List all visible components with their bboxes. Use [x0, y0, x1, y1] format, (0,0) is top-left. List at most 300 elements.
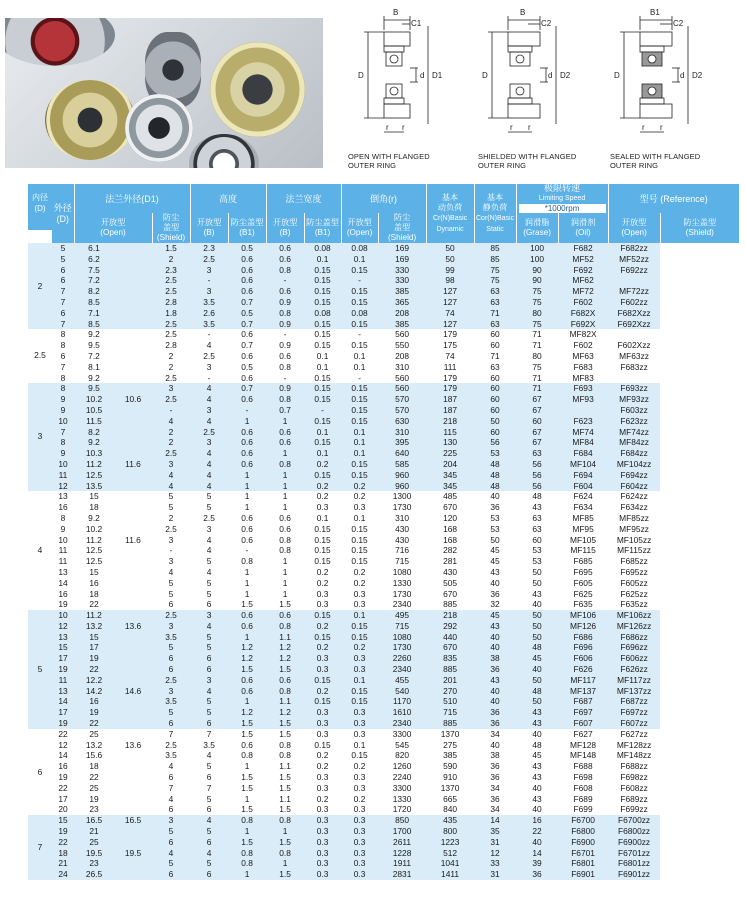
inner-diameter-header: 内径 (D)	[28, 184, 52, 230]
speed-grease-cell: 48	[516, 642, 558, 653]
flange-od-open-alt-cell	[114, 437, 152, 448]
model-open-cell	[608, 275, 660, 286]
table-row	[52, 567, 740, 578]
speed-grease-cell: 43	[516, 502, 558, 513]
flange-od-shield-cell: 4	[152, 416, 190, 427]
chamfer-shield-cell: 2831	[378, 869, 426, 880]
flange-od-shield-cell: 6	[152, 837, 190, 848]
model-open-cell: F623zz	[608, 416, 660, 427]
flange-od-shield-cell: 4	[152, 761, 190, 772]
flange-od-open-alt-cell	[114, 556, 152, 567]
flange-od-open-cell: 19.5	[74, 848, 114, 859]
static-load-cell: 32	[474, 599, 516, 610]
chamfer-open-cell: -	[341, 329, 378, 340]
height-open-cell: 6	[190, 772, 228, 783]
model-open-cell: F695zz	[608, 567, 660, 578]
chamfer-shield-cell: 169	[378, 254, 426, 265]
chamfer-open-cell: 0.3	[341, 718, 378, 729]
static-load-cell: 48	[474, 481, 516, 492]
width-open-cell: 1.2	[266, 707, 304, 718]
width-open-cell: 0.6	[266, 254, 304, 265]
flange-od-open-cell: 10.2	[74, 394, 114, 405]
width-shield-cell: 0.15	[304, 286, 341, 297]
height-shield-cell: 0.6	[228, 524, 266, 535]
speed-oil-cell: F697	[558, 707, 608, 718]
chamfer-open-cell: 0.1	[341, 513, 378, 524]
flange-od-open-cell: 9.2	[74, 437, 114, 448]
speed-grease-cell: 60	[516, 535, 558, 546]
flange-od-shield-cell: 4	[152, 794, 190, 805]
width-shield-cell: 0.15	[304, 610, 341, 621]
outer-diameter-cell: 8	[52, 437, 74, 448]
flange-od-open-alt-cell	[114, 783, 152, 794]
oil-label: 润滑剂 (Oil)	[570, 218, 596, 237]
model-open-cell: F682zz	[608, 243, 660, 254]
height-shield-cell: 1	[228, 826, 266, 837]
static-load-cell: 75	[474, 275, 516, 286]
dynamic-load-cell: 187	[426, 405, 474, 416]
model-open-cell: MF148zz	[608, 750, 660, 761]
speed-oil-cell: F634	[558, 502, 608, 513]
flange-od-shield-cell: 2.5	[152, 275, 190, 286]
flange-od-shield-cell: 3	[152, 686, 190, 697]
height-open-cell: 3	[190, 610, 228, 621]
static-load-cell: 75	[474, 265, 516, 276]
flange-od-open-cell: 25	[74, 837, 114, 848]
static-load-cell: 60	[474, 427, 516, 438]
speed-grease-cell: 100	[516, 254, 558, 265]
model-open-cell: F624zz	[608, 491, 660, 502]
dynamic-load-cell: 800	[426, 826, 474, 837]
static-load-cell: 40	[474, 632, 516, 643]
model-open-cell: MF85zz	[608, 513, 660, 524]
dynamic-load-cell: 885	[426, 599, 474, 610]
chamfer-shield-cell: 330	[378, 265, 426, 276]
chamfer-shield-cell: 540	[378, 686, 426, 697]
static-load-cell: 63	[474, 297, 516, 308]
height-open-cell: 6	[190, 837, 228, 848]
static-load-cell: 43	[474, 567, 516, 578]
width-shield-cell: 0.15	[304, 437, 341, 448]
width-shield-cell: 0.15	[304, 740, 341, 751]
width-open-cell: 0.8	[266, 621, 304, 632]
flange-od-shield-cell: 2	[152, 362, 190, 373]
dynamic-load-cell: 127	[426, 319, 474, 330]
width-shield-cell: 0.3	[304, 718, 341, 729]
width-shield-header: 防尘盖型 (B1)	[304, 213, 341, 243]
flange-od-shield-cell: 6	[152, 653, 190, 664]
height-open-cell: 6	[190, 869, 228, 880]
table-row	[52, 405, 740, 416]
speed-oil-cell: MF105	[558, 535, 608, 546]
chamfer-shield-header: 防尘 盖型 (Shield)	[378, 213, 426, 243]
table-row	[52, 416, 740, 427]
outer-diameter-cell: 7	[52, 297, 74, 308]
flange-od-open-alt-cell	[114, 858, 152, 869]
chamfer-open-cell: 0.15	[341, 459, 378, 470]
table-row	[52, 621, 740, 632]
width-open-cell: -	[266, 275, 304, 286]
width-open-cell: 1.1	[266, 794, 304, 805]
width-open-cell: 0.7	[266, 405, 304, 416]
chamfer-shield-cell: 455	[378, 675, 426, 686]
width-shield-cell: 0.1	[304, 513, 341, 524]
height-shield-header: 防尘盖型 (B1)	[228, 213, 266, 243]
chamfer-open-cell: 0.3	[341, 707, 378, 718]
flange-od-open-cell: 19	[74, 653, 114, 664]
diagram-shielded	[478, 6, 608, 176]
chamfer-shield-cell: 1700	[378, 826, 426, 837]
speed-grease-cell: 50	[516, 621, 558, 632]
model-open-cell: F6800zz	[608, 826, 660, 837]
speed-grease-cell: 40	[516, 783, 558, 794]
flange-od-open-alt-cell	[114, 243, 152, 254]
dynamic-load-cell: 1041	[426, 858, 474, 869]
flange-od-open-cell: 25	[74, 783, 114, 794]
flange-od-shield-cell: 3.5	[152, 696, 190, 707]
model-open-cell: MF117zz	[608, 675, 660, 686]
speed-oil-cell: MF74	[558, 427, 608, 438]
outer-diameter-cell: 20	[52, 804, 74, 815]
flange-od-open-cell: 23	[74, 858, 114, 869]
chamfer-open-cell: 0.15	[341, 394, 378, 405]
flange-od-open-cell: 18	[74, 761, 114, 772]
speed-oil-cell: F693	[558, 383, 608, 394]
dynamic-load-cell: 98	[426, 275, 474, 286]
flange-od-shield-cell: 2.8	[152, 340, 190, 351]
speed-oil-cell: MF62	[558, 275, 608, 286]
flange-od-open-alt-cell: 19.5	[114, 848, 152, 859]
dynamic-load-cell: 885	[426, 664, 474, 675]
table-row	[52, 545, 740, 556]
width-open-cell: 0.8	[266, 459, 304, 470]
dim-label: D	[358, 71, 364, 80]
speed-grease-cell: 63	[516, 513, 558, 524]
static-load-cell: 43	[474, 621, 516, 632]
table-row	[52, 815, 740, 826]
height-shield-cell: 0.6	[228, 394, 266, 405]
speed-oil-cell: F627	[558, 729, 608, 740]
outer-diameter-cell: 7	[52, 286, 74, 297]
width-open-cell: 0.8	[266, 750, 304, 761]
dynamic-load-cell: 127	[426, 286, 474, 297]
static-load-cell: 40	[474, 578, 516, 589]
flange-od-open-alt-cell	[114, 254, 152, 265]
flange-od-open-cell: 15	[74, 632, 114, 643]
height-shield-cell: 0.6	[228, 437, 266, 448]
dynamic-load-cell: 835	[426, 653, 474, 664]
height-open-cell: 5	[190, 696, 228, 707]
table-row	[52, 513, 740, 524]
width-shield-cell: 0.2	[304, 794, 341, 805]
width-open-cell: 1	[266, 556, 304, 567]
dynamic-load-cell: 74	[426, 308, 474, 319]
outer-diameter-cell: 16	[52, 589, 74, 600]
static-load-cell: 31	[474, 837, 516, 848]
table-row	[52, 286, 740, 297]
speed-grease-cell: 45	[516, 653, 558, 664]
diagram-caption: OPEN WITH FLANGED OUTER RING	[348, 152, 430, 170]
height-open-cell: 7	[190, 729, 228, 740]
width-shield-cell: 0.3	[304, 826, 341, 837]
height-shield-cell: 1	[228, 869, 266, 880]
speed-oil-cell: F692X	[558, 319, 608, 330]
chamfer-shield-cell: 1300	[378, 491, 426, 502]
speed-oil-cell: MF148	[558, 750, 608, 761]
flange-od-open-alt-cell: 11.6	[114, 459, 152, 470]
width-open-cell: 0.8	[266, 394, 304, 405]
speed-oil-cell: MF106	[558, 610, 608, 621]
static-load-cell: 34	[474, 729, 516, 740]
height-shield-cell: 0.8	[228, 858, 266, 869]
speed-oil-cell: F692	[558, 265, 608, 276]
speed-oil-cell: F623	[558, 416, 608, 427]
speed-grease-cell: 75	[516, 362, 558, 373]
chamfer-shield-cell: 715	[378, 556, 426, 567]
height-shield-cell: 0.6	[228, 427, 266, 438]
table-row	[52, 470, 740, 481]
speed-oil-cell: F699	[558, 804, 608, 815]
flange-od-open-cell: 6.1	[74, 243, 114, 254]
speed-grease-cell: 45	[516, 750, 558, 761]
flange-od-shield-cell: 4	[152, 481, 190, 492]
height-shield-cell: 0.5	[228, 308, 266, 319]
speed-oil-cell: MF115	[558, 545, 608, 556]
width-shield-cell: 0.15	[304, 297, 341, 308]
outer-diameter-cell: 9	[52, 448, 74, 459]
width-shield-cell: 0.15	[304, 545, 341, 556]
width-open-cell: 1.5	[266, 783, 304, 794]
chamfer-shield-cell: 1730	[378, 502, 426, 513]
model-open-cell: MF105zz	[608, 535, 660, 546]
height-shield-cell: 1.2	[228, 707, 266, 718]
outer-diameter-cell: 15	[52, 815, 74, 826]
table-row	[52, 373, 740, 384]
chamfer-open-cell: 0.3	[341, 502, 378, 513]
dynamic-load-cell: 345	[426, 470, 474, 481]
chamfer-open-cell: 0.15	[341, 535, 378, 546]
chamfer-open-cell: 0.1	[341, 254, 378, 265]
flange-od-open-alt-cell	[114, 804, 152, 815]
static-load-cell: 40	[474, 740, 516, 751]
table-row	[52, 448, 740, 459]
flange-od-shield-cell: 3	[152, 556, 190, 567]
dim-label: C1	[411, 19, 422, 28]
outer-diameter-cell: 9	[52, 405, 74, 416]
product-photo	[5, 18, 323, 168]
width-shield-cell: 0.15	[304, 394, 341, 405]
width-open-cell: 1.1	[266, 632, 304, 643]
speed-grease-cell: 48	[516, 686, 558, 697]
width-shield-cell: 0.15	[304, 329, 341, 340]
table-row	[52, 599, 740, 610]
flange-od-open-alt-cell: 16.5	[114, 815, 152, 826]
speed-oil-cell: MF137	[558, 686, 608, 697]
chamfer-open-cell: 0.1	[341, 362, 378, 373]
speed-oil-cell: F695	[558, 567, 608, 578]
speed-oil-cell: F6801	[558, 858, 608, 869]
model-open-cell: F692Xzz	[608, 319, 660, 330]
flange-od-open-cell: 15	[74, 567, 114, 578]
width-open-cell: 1.5	[266, 718, 304, 729]
dynamic-load-cell: 430	[426, 567, 474, 578]
width-shield-cell: 0.3	[304, 729, 341, 740]
speed-grease-cell: 67	[516, 427, 558, 438]
width-open-cell: 0.6	[266, 286, 304, 297]
dynamic-load-title: 基本 动负荷	[437, 192, 463, 212]
speed-grease-cell: 71	[516, 383, 558, 394]
outer-diameter-cell: 7	[52, 362, 74, 373]
dynamic-load-cell: 218	[426, 416, 474, 427]
flange-od-open-alt-cell	[114, 869, 152, 880]
width-shield-cell: 0.3	[304, 869, 341, 880]
speed-grease-cell: 100	[516, 243, 558, 254]
chamfer-shield-cell: 365	[378, 297, 426, 308]
height-open-cell: 5	[190, 761, 228, 772]
width-open-cell: 0.6	[266, 243, 304, 254]
speed-oil-cell: F6800	[558, 826, 608, 837]
width-open-cell: 0.8	[266, 740, 304, 751]
chamfer-shield-cell: 2340	[378, 718, 426, 729]
chamfer-shield-cell: 395	[378, 437, 426, 448]
speed-grease-cell: 75	[516, 297, 558, 308]
static-load-cell: 36	[474, 794, 516, 805]
outer-diameter-cell: 8	[52, 373, 74, 384]
flange-od-open-cell: 9.2	[74, 513, 114, 524]
chamfer-shield-cell: 715	[378, 621, 426, 632]
height-open-cell: 2.5	[190, 254, 228, 265]
flange-od-shield-cell: 2.5	[152, 286, 190, 297]
height-shield-cell: 0.6	[228, 329, 266, 340]
speed-grease-cell: 36	[516, 869, 558, 880]
static-load-cell: 45	[474, 545, 516, 556]
flange-od-shield-cell: 2.5	[152, 319, 190, 330]
chamfer-open-cell: 0.3	[341, 837, 378, 848]
width-open-cell: 1.2	[266, 642, 304, 653]
outer-diameter-cell: 6	[52, 351, 74, 362]
width-shield-cell: 0.08	[304, 308, 341, 319]
model-open-header: 开放型 (Open)	[608, 213, 660, 243]
model-open-cell: MF93zz	[608, 394, 660, 405]
flange-od-open-cell: 9.2	[74, 329, 114, 340]
width-shield-cell: 0.3	[304, 772, 341, 783]
flange-od-shield-cell: 6	[152, 664, 190, 675]
model-open-cell	[608, 373, 660, 384]
height-open-cell: 5	[190, 491, 228, 502]
height-open-cell: 4	[190, 750, 228, 761]
speed-oil-cell: F6700	[558, 815, 608, 826]
height-open-cell: 3.5	[190, 319, 228, 330]
width-shield-cell: 0.15	[304, 383, 341, 394]
outer-diameter-cell: 8	[52, 383, 74, 394]
flange-od-open-alt-cell	[114, 653, 152, 664]
speed-oil-cell: F698	[558, 772, 608, 783]
flange-od-shield-cell: 4	[152, 848, 190, 859]
table-row	[52, 729, 740, 740]
outer-diameter-cell: 6	[52, 308, 74, 319]
model-open-cell: F608zz	[608, 783, 660, 794]
dynamic-load-cell: 1370	[426, 783, 474, 794]
width-shield-cell: 0.15	[304, 416, 341, 427]
table-row	[52, 740, 740, 751]
flange-od-open-alt-cell	[114, 286, 152, 297]
speed-grease-cell: 40	[516, 837, 558, 848]
height-shield-cell: 1	[228, 794, 266, 805]
speed-grease-cell: 40	[516, 729, 558, 740]
chamfer-open-cell: 0.3	[341, 826, 378, 837]
flange-od-open-alt-cell: 14.6	[114, 686, 152, 697]
dim-label: D2	[692, 71, 703, 80]
flange-od-shield-cell: 1.5	[152, 243, 190, 254]
flange-od-shield-cell: 5	[152, 858, 190, 869]
width-open-header: 开放型 (B)	[266, 213, 304, 243]
speed-oil-cell: F694	[558, 470, 608, 481]
width-open-cell: 1	[266, 567, 304, 578]
outer-diameter-cell: 5	[52, 243, 74, 254]
speed-oil-cell: F682X	[558, 308, 608, 319]
chamfer-open-cell: 0.15	[341, 470, 378, 481]
width-shield-cell: 0.3	[304, 653, 341, 664]
speed-grease-cell: 67	[516, 437, 558, 448]
height-shield-cell: 0.7	[228, 319, 266, 330]
chamfer-shield-cell: 310	[378, 513, 426, 524]
chamfer-shield-cell: 716	[378, 545, 426, 556]
height-shield-cell: 1.5	[228, 729, 266, 740]
speed-oil-cell: MF83	[558, 373, 608, 384]
height-shield-cell: 1	[228, 491, 266, 502]
rpm-unit-label: *1000rpm	[519, 204, 606, 213]
flange-od-open-alt-cell	[114, 578, 152, 589]
table-row	[52, 589, 740, 600]
model-open-cell: F685zz	[608, 556, 660, 567]
speed-grease-cell: 60	[516, 416, 558, 427]
flange-od-shield-cell: 2	[152, 427, 190, 438]
model-open-cell: F606zz	[608, 653, 660, 664]
width-open-cell: 1.2	[266, 653, 304, 664]
height-shield-cell: 0.6	[228, 535, 266, 546]
static-load-title: 基本 静负荷	[482, 192, 508, 212]
flange-od-open-cell: 26.5	[74, 869, 114, 880]
flange-od-open-alt-cell	[114, 297, 152, 308]
dynamic-load-cell: 885	[426, 718, 474, 729]
outer-diameter-cell: 13	[52, 567, 74, 578]
flange-od-shield-cell: 5	[152, 707, 190, 718]
height-shield-cell: 1	[228, 761, 266, 772]
speed-oil-cell: MF52	[558, 254, 608, 265]
speed-grease-cell: 43	[516, 589, 558, 600]
height-open-cell: 4	[190, 459, 228, 470]
chamfer-shield-cell: 3300	[378, 729, 426, 740]
chamfer-open-cell: 0.3	[341, 869, 378, 880]
speed-grease-cell: 56	[516, 459, 558, 470]
width-shield-cell: 0.1	[304, 427, 341, 438]
chamfer-shield-cell: 2611	[378, 837, 426, 848]
width-shield-cell: 0.2	[304, 491, 341, 502]
height-open-cell: -	[190, 329, 228, 340]
flange-od-open-alt-cell	[114, 545, 152, 556]
height-open-cell: 6	[190, 804, 228, 815]
dim-label: r	[510, 123, 513, 132]
model-open-cell: F6700zz	[608, 815, 660, 826]
width-shield-cell: 0.15	[304, 696, 341, 707]
flange-od-shield-cell: 6	[152, 718, 190, 729]
flange-od-open-cell: 22	[74, 664, 114, 675]
table-row	[52, 535, 740, 546]
chamfer-open-cell: 0.1	[341, 610, 378, 621]
table-row	[52, 837, 740, 848]
flange-od-shield-cell: 7	[152, 783, 190, 794]
height-open-cell: 3	[190, 286, 228, 297]
